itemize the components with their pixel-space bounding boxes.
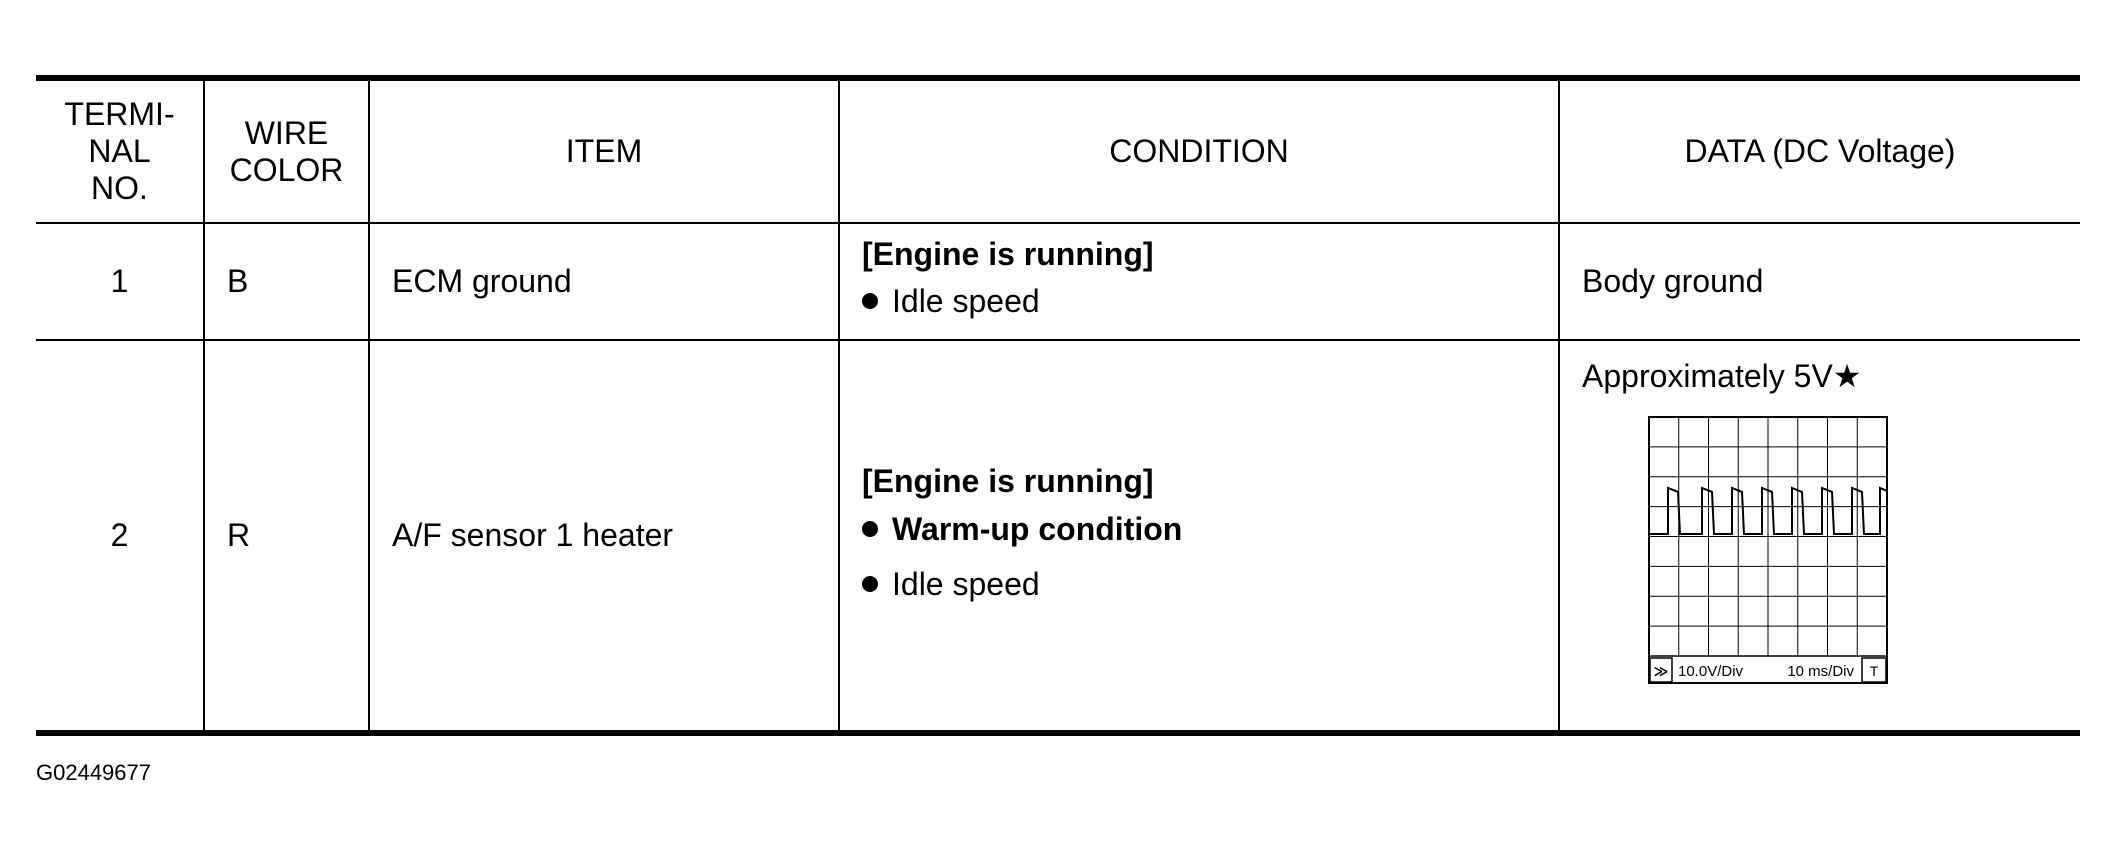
table-header-row bbox=[36, 78, 2080, 223]
data-value bbox=[1582, 356, 2080, 396]
cell-item: A/F sensor 1 heater bbox=[369, 340, 839, 733]
header-data: DATA (DC Voltage) bbox=[1559, 78, 2080, 223]
header-wire-color bbox=[204, 78, 369, 223]
cell-condition bbox=[839, 223, 1559, 340]
condition-title: [Engine is running] bbox=[862, 236, 1154, 272]
condition-item bbox=[862, 557, 1558, 612]
bullet-icon bbox=[862, 521, 878, 537]
scope-right-tag: T bbox=[1869, 663, 1879, 679]
header-condition: CONDITION bbox=[839, 78, 1559, 223]
scope-time-scale: 10 ms/Div bbox=[1787, 663, 1854, 680]
condition-item-text: Warm-up condition bbox=[892, 510, 1183, 547]
cell-terminal: 1 bbox=[36, 223, 204, 340]
star-icon: ★ bbox=[1832, 358, 1862, 394]
header-terminal-line1: TERMI- bbox=[64, 96, 175, 132]
condition-item bbox=[862, 502, 1558, 557]
cell-condition bbox=[839, 340, 1559, 733]
scope-left-tag: ≫ bbox=[1653, 664, 1669, 680]
bullet-icon bbox=[862, 293, 878, 309]
scope-voltage-scale: 10.0V/Div bbox=[1678, 663, 1744, 680]
condition-item-text: Idle speed bbox=[892, 565, 1040, 602]
cell-item: ECM ground bbox=[369, 223, 839, 340]
header-item: ITEM bbox=[369, 78, 839, 223]
condition-title: [Engine is running] bbox=[862, 462, 1154, 499]
table-row bbox=[36, 223, 2080, 340]
cell-wire-color: B bbox=[204, 223, 369, 340]
cell-data bbox=[1559, 340, 2080, 733]
header-terminal-line3: NO. bbox=[91, 170, 148, 206]
terminal-spec-table bbox=[36, 75, 2080, 736]
condition-item bbox=[862, 274, 1558, 329]
bullet-icon bbox=[862, 576, 878, 592]
cell-wire-color: R bbox=[204, 340, 369, 733]
table-row bbox=[36, 340, 2080, 733]
figure-id: G02449677 bbox=[36, 760, 151, 785]
data-value-text: Approximately 5V bbox=[1582, 358, 1833, 394]
cell-terminal: 2 bbox=[36, 340, 204, 733]
oscilloscope-waveform bbox=[1648, 416, 1888, 684]
condition-item-text: Idle speed bbox=[892, 283, 1040, 319]
cell-data: Body ground bbox=[1559, 223, 2080, 340]
header-wire-line2: COLOR bbox=[229, 151, 344, 188]
header-terminal-no bbox=[36, 78, 204, 223]
header-wire-line1: WIRE bbox=[244, 114, 329, 151]
header-terminal-line2: NAL bbox=[88, 133, 151, 169]
